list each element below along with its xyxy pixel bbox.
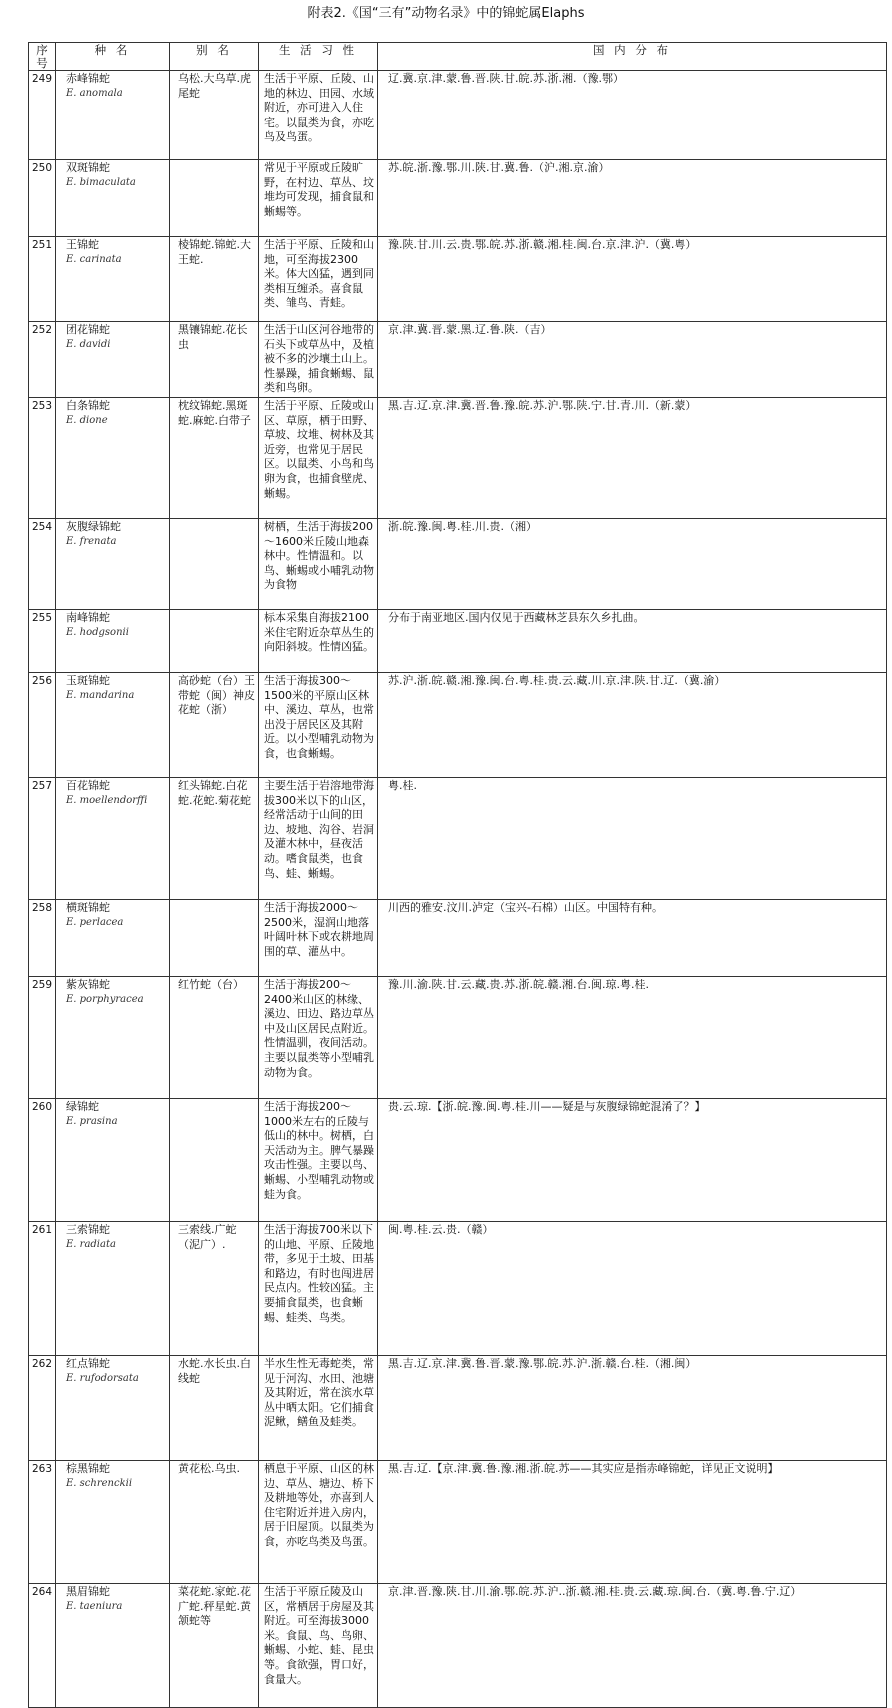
species-chinese-name: 玉斑锦蛇 — [66, 674, 110, 687]
alias-cell: 棱锦蛇.锦蛇.大王蛇. — [170, 237, 259, 322]
distribution-cell: 豫.陕.甘.川.云.贵.鄂.皖.苏.浙.赣.湘.桂.闽.台.京.津.沪.（冀.粤） — [378, 237, 887, 322]
header-name: 种 名 — [56, 43, 170, 71]
row-number: 254 — [29, 519, 56, 610]
row-number: 262 — [29, 1356, 56, 1461]
habit-cell: 半水生性无毒蛇类，常见于河沟、水田、池塘及其附近，常在滨水草丛中晒太阳。它们捕食泥鳅，鳝鱼及蛙类。 — [259, 1356, 378, 1461]
species-chinese-name: 南峰锦蛇 — [66, 611, 110, 624]
alias-cell — [170, 519, 259, 610]
alias-cell: 三索线.广蛇（泥广）. — [170, 1222, 259, 1356]
species-name-cell — [56, 673, 170, 778]
table-row — [29, 519, 887, 610]
habit-cell: 主要生活于岩溶地带海拔300米以下的山区，经常活动于山间的田边、坡地、沟谷、岩洞及灌木林中，昼夜活动。嗜食鼠类，也食鸟、蛙、蜥蜴。 — [259, 778, 378, 900]
alias-cell: 红头锦蛇.白花蛇.花蛇.菊花蛇 — [170, 778, 259, 900]
habit-cell: 树栖，生活于海拔200～1600米丘陵山地森林中。性情温和。以鸟、蜥蜴或小哺乳动物为食物 — [259, 519, 378, 610]
habit-cell: 生活于海拔700米以下的山地、平原、丘陵地带，多见于土坡、田基和路边，有时也闯进居民点内。性较凶猛。主要捕食鼠类，也食蜥蜴、蛙类、鸟类。 — [259, 1222, 378, 1356]
species-chinese-name: 王锦蛇 — [66, 238, 99, 251]
table-row — [29, 160, 887, 237]
species-name-cell — [56, 900, 170, 977]
row-number: 251 — [29, 237, 56, 322]
habit-cell: 生活于山区河谷地带的石头下或草丛中，及植被不多的沙壤土山上。性暴躁，捕食蜥蜴、鼠类和鸟卵。 — [259, 322, 378, 398]
species-name-cell — [56, 1584, 170, 1708]
alias-cell: 黑镶锦蛇.花长虫 — [170, 322, 259, 398]
distribution-cell: 浙.皖.豫.闽.粤.桂.川.贵.（湘） — [378, 519, 887, 610]
row-number: 257 — [29, 778, 56, 900]
species-scientific-name: E. davidi — [66, 338, 111, 350]
species-name-cell — [56, 322, 170, 398]
distribution-cell: 闽.粤.桂.云.贵.（赣） — [378, 1222, 887, 1356]
species-scientific-name: E. radiata — [66, 1238, 116, 1250]
table-row — [29, 977, 887, 1099]
species-scientific-name: E. anomala — [66, 87, 123, 99]
habit-cell: 生活于海拔200～2400米山区的林缘、溪边、田边、路边草丛中及山区居民点附近。性情温驯，夜间活动。主要以鼠类等小型哺乳动物为食。 — [259, 977, 378, 1099]
species-scientific-name: E. porphyracea — [66, 993, 144, 1005]
alias-cell — [170, 160, 259, 237]
species-chinese-name: 三索锦蛇 — [66, 1223, 110, 1236]
species-scientific-name: E. moellendorffi — [66, 794, 148, 806]
species-scientific-name: E. prasina — [66, 1115, 118, 1127]
species-chinese-name: 棕黑锦蛇 — [66, 1462, 110, 1475]
header-num: 序号 — [29, 43, 56, 71]
species-scientific-name: E. carinata — [66, 253, 122, 265]
species-name-cell — [56, 160, 170, 237]
row-number: 253 — [29, 398, 56, 519]
row-number: 252 — [29, 322, 56, 398]
table-row — [29, 237, 887, 322]
species-chinese-name: 团花锦蛇 — [66, 323, 110, 336]
species-scientific-name: E. dione — [66, 414, 108, 426]
species-chinese-name: 黑眉锦蛇 — [66, 1585, 110, 1598]
table-body — [29, 71, 887, 1708]
species-name-cell — [56, 71, 170, 160]
row-number: 259 — [29, 977, 56, 1099]
habit-cell: 标本采集自海拔2100米住宅附近杂草丛生的向阳斜坡。性情凶猛。 — [259, 610, 378, 673]
alias-cell: 乌松.大乌草.虎尾蛇 — [170, 71, 259, 160]
species-scientific-name: E. rufodorsata — [66, 1372, 139, 1384]
table-row — [29, 900, 887, 977]
habit-cell: 生活于平原、丘陵和山地，可至海拔2300米。体大凶猛，遇到同类相互缠杀。喜食鼠类、雏鸟、青蛙。 — [259, 237, 378, 322]
species-chinese-name: 紫灰锦蛇 — [66, 978, 110, 991]
header-alias: 别 名 — [170, 43, 259, 71]
species-name-cell — [56, 977, 170, 1099]
row-number: 261 — [29, 1222, 56, 1356]
species-scientific-name: E. taeniura — [66, 1600, 123, 1612]
species-name-cell — [56, 1099, 170, 1222]
alias-cell: 黄花松.乌虫. — [170, 1461, 259, 1584]
distribution-cell: 分布于南亚地区.国内仅见于西藏林芝县东久乡扎曲。 — [378, 610, 887, 673]
habit-cell: 栖息于平原、山区的林边、草丛、塘边、桥下及耕地等处，亦喜到人住宅附近并进入房内，居于旧屋顶。以鼠类为食，亦吃鸟类及鸟蛋。 — [259, 1461, 378, 1584]
species-name-cell — [56, 519, 170, 610]
alias-cell — [170, 900, 259, 977]
distribution-cell: 苏.皖.浙.豫.鄂.川.陕.甘.冀.鲁.（沪.湘.京.渝） — [378, 160, 887, 237]
species-chinese-name: 绿锦蛇 — [66, 1100, 99, 1113]
table-header-row — [29, 43, 887, 71]
alias-cell — [170, 1099, 259, 1222]
species-chinese-name: 双斑锦蛇 — [66, 161, 110, 174]
alias-cell: 菜花蛇.家蛇.花广蛇.秤星蛇.黄颔蛇等 — [170, 1584, 259, 1708]
species-name-cell — [56, 1222, 170, 1356]
table-row — [29, 1461, 887, 1584]
row-number: 260 — [29, 1099, 56, 1222]
distribution-cell: 粤.桂. — [378, 778, 887, 900]
row-number: 255 — [29, 610, 56, 673]
species-name-cell — [56, 778, 170, 900]
habit-cell: 生活于平原丘陵及山区，常栖居于房屋及其附近。可至海拔3000米。食鼠、鸟、鸟卵、蜥蜴、小蛇、蛙、昆虫等。食欲强，胃口好，食量大。 — [259, 1584, 378, 1708]
species-scientific-name: E. frenata — [66, 535, 117, 547]
table-row — [29, 1356, 887, 1461]
row-number: 258 — [29, 900, 56, 977]
species-chinese-name: 横斑锦蛇 — [66, 901, 110, 914]
table-row — [29, 1222, 887, 1356]
habit-cell: 生活于海拔300～1500米的平原山区林中、溪边、草丛，也常出没于居民区及其附近。以小型哺乳动物为食，也食蜥蜴。 — [259, 673, 378, 778]
species-scientific-name: E. hodgsonii — [66, 626, 129, 638]
species-name-cell — [56, 1461, 170, 1584]
distribution-cell: 黑.吉.辽.京.津.冀.鲁.晋.蒙.豫.鄂.皖.苏.沪.浙.赣.台.桂.（湘.闽） — [378, 1356, 887, 1461]
table-row — [29, 71, 887, 160]
species-scientific-name: E. mandarina — [66, 689, 135, 701]
species-name-cell — [56, 398, 170, 519]
distribution-cell: 川西的雅安.汶川.泸定（宝兴-石棉）山区。中国特有种。 — [378, 900, 887, 977]
distribution-cell: 豫.川.渝.陕.甘.云.藏.贵.苏.浙.皖.赣.湘.台.闽.琼.粤.桂. — [378, 977, 887, 1099]
distribution-cell: 贵.云.琼.【浙.皖.豫.闽.粤.桂.川——疑是与灰腹绿锦蛇混淆了？】 — [378, 1099, 887, 1222]
species-scientific-name: E. schrenckii — [66, 1477, 133, 1489]
table-row — [29, 322, 887, 398]
row-number: 263 — [29, 1461, 56, 1584]
header-habit: 生 活 习 性 — [259, 43, 378, 71]
species-scientific-name: E. bimaculata — [66, 176, 136, 188]
table-row — [29, 398, 887, 519]
table-row — [29, 610, 887, 673]
alias-cell: 高砂蛇（台）王带蛇（闽）神皮花蛇（浙） — [170, 673, 259, 778]
species-chinese-name: 红点锦蛇 — [66, 1357, 110, 1370]
species-chinese-name: 白条锦蛇 — [66, 399, 110, 412]
distribution-cell: 黑.吉.辽.京.津.冀.晋.鲁.豫.皖.苏.沪.鄂.陕.宁.甘.青.川.（新.蒙） — [378, 398, 887, 519]
elaphe-species-table — [28, 42, 887, 1708]
habit-cell: 生活于平原、丘陵或山区、草原，栖于田野、草坡、坟堆、树林及其近旁，也常见于居民区。以鼠类、小鸟和鸟卵为食，也捕食壁虎、蜥蜴。 — [259, 398, 378, 519]
table-row — [29, 778, 887, 900]
distribution-cell: 苏.沪.浙.皖.赣.湘.豫.闽.台.粤.桂.贵.云.藏.川.京.津.陕.甘.辽.（冀.渝） — [378, 673, 887, 778]
distribution-cell: 京.津.晋.豫.陕.甘.川.渝.鄂.皖.苏.沪..浙.赣.湘.桂.贵.云.藏.琼.闽.台.（冀.粤.鲁.宁.辽） — [378, 1584, 887, 1708]
table-row — [29, 1584, 887, 1708]
row-number: 256 — [29, 673, 56, 778]
habit-cell: 生活于海拔200～1000米左右的丘陵与低山的林中。树栖，白天活动为主。脾气暴躁攻击性强。主要以鸟、蜥蜴、小型哺乳动物或蛙为食。 — [259, 1099, 378, 1222]
species-name-cell — [56, 237, 170, 322]
species-scientific-name: E. perlacea — [66, 916, 124, 928]
species-name-cell — [56, 610, 170, 673]
habit-cell: 生活于平原、丘陵、山地的林边、田园、水域附近，亦可进入人住宅。以鼠类为食，亦吃鸟及鸟蛋。 — [259, 71, 378, 160]
table-row — [29, 1099, 887, 1222]
table-row — [29, 673, 887, 778]
alias-cell: 枕纹锦蛇.黑斑蛇.麻蛇.白带子 — [170, 398, 259, 519]
alias-cell — [170, 610, 259, 673]
row-number: 264 — [29, 1584, 56, 1708]
habit-cell: 常见于平原或丘陵旷野，在村边、草丛、坟堆均可发现，捕食鼠和蜥蜴等。 — [259, 160, 378, 237]
species-chinese-name: 灰腹绿锦蛇 — [66, 520, 121, 533]
habit-cell: 生活于海拔2000～2500米，湿润山地落叶阔叶林下或农耕地周围的草、灌丛中。 — [259, 900, 378, 977]
species-chinese-name: 百花锦蛇 — [66, 779, 110, 792]
header-dist: 国 内 分 布 — [378, 43, 887, 71]
row-number: 250 — [29, 160, 56, 237]
alias-cell: 水蛇.水长虫.白线蛇 — [170, 1356, 259, 1461]
species-name-cell — [56, 1356, 170, 1461]
distribution-cell: 辽.冀.京.津.蒙.鲁.晋.陕.甘.皖.苏.浙.湘.（豫.鄂） — [378, 71, 887, 160]
distribution-cell: 黑.吉.辽.【京.津.冀.鲁.豫.湘.浙.皖.苏——其实应是指赤峰锦蛇，详见正文说明】 — [378, 1461, 887, 1584]
species-chinese-name: 赤峰锦蛇 — [66, 72, 110, 85]
distribution-cell: 京.津.冀.晋.蒙.黑.辽.鲁.陕.（吉） — [378, 322, 887, 398]
alias-cell: 红竹蛇（台） — [170, 977, 259, 1099]
row-number: 249 — [29, 71, 56, 160]
page-title: 附表2.《国“三有”动物名录》中的锦蛇属Elaphs — [307, 6, 585, 21]
